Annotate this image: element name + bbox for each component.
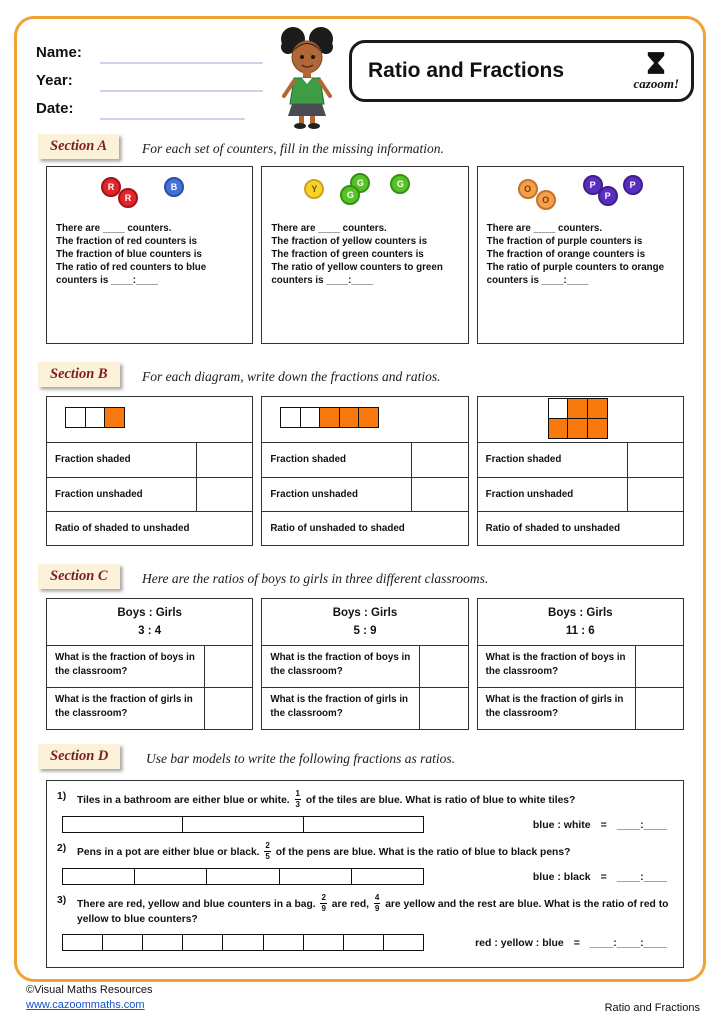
bar-cell [63, 869, 134, 884]
answer-cell [635, 646, 683, 687]
diagram-box-2 [261, 396, 468, 546]
fraction: $\frac{1}{3}$ [295, 789, 300, 809]
problem-text: There are red, yellow and blue counters in a bag. $\frac{2}{9}$ are red, $\frac{4}{9}$ are yellow and the rest are blue. What is the ratio of red to yellow to blue counters? [77, 893, 669, 925]
cazoom-logo-text: cazoom! [633, 75, 679, 91]
ratio-header [47, 599, 252, 645]
section-c-label: Section C [38, 564, 120, 589]
fraction-prompt-green: The fraction of green counters is [271, 248, 424, 260]
section-a-instruction: For each set of counters, fill in the missing information. [142, 141, 444, 156]
question-row [262, 687, 467, 729]
date-line [100, 118, 245, 120]
row-label: Fraction shaded [55, 454, 131, 466]
section-d-label: Section D [38, 744, 120, 769]
answer-blank: ____:____ [616, 870, 667, 883]
name-label: Name: [36, 44, 82, 61]
footer-website-link[interactable]: www.cazoommaths.com [26, 999, 145, 1011]
question-text: What is the fraction of girls in the classroom? [55, 694, 193, 719]
bar-diagram [47, 397, 252, 442]
cazoom-logo-icon [646, 51, 666, 75]
title-box [349, 40, 694, 102]
section-b-label: Section B [38, 362, 120, 387]
answer-cell [411, 443, 467, 477]
answer-cell [411, 478, 467, 512]
answer-cell [196, 443, 252, 477]
grid-diagram [478, 397, 683, 442]
diagram-cell-unshaded [85, 407, 106, 428]
footer-copyright: ©Visual Maths Resources [26, 984, 153, 996]
section-c-boxes [46, 598, 684, 730]
page-title: Ratio and Fractions [368, 59, 565, 82]
ratio-header-title: Boys : Girls [117, 607, 182, 619]
count-prompt: There are ____ counters. [486, 223, 603, 234]
counter-box-1 [46, 166, 253, 344]
table-row [262, 511, 467, 546]
problem-3 [57, 894, 673, 951]
name-line [100, 62, 263, 64]
question-row [47, 645, 252, 687]
ratio-value: 11 : 6 [565, 624, 595, 637]
diagram-cell-shaded [358, 407, 379, 428]
question-row [262, 645, 467, 687]
bar-cell [383, 935, 423, 950]
answer-cell [419, 688, 467, 729]
diagram-box-3 [477, 396, 684, 546]
orange-counter-icon: O [518, 179, 538, 199]
cartoon-girl-illustration [276, 26, 338, 135]
purple-counter-icon: P [583, 175, 603, 195]
question-text: What is the fraction of boys in the classroom? [55, 652, 195, 677]
answer-blank: ____:____:____ [589, 936, 667, 949]
counter-box-2 [261, 166, 468, 344]
bar-cell [182, 935, 222, 950]
row-label: Fraction shaded [485, 454, 562, 466]
table-row [47, 442, 252, 477]
fraction: $\frac{2}{5}$ [265, 841, 270, 861]
diagram-cell-shaded [587, 398, 608, 419]
answer-cell [635, 688, 683, 729]
count-prompt: There are ____ counters. [56, 223, 172, 234]
row-label: Fraction unshaded [270, 488, 358, 500]
diagram-cell-shaded [587, 418, 608, 439]
green-counter-icon: G [340, 185, 360, 205]
problem-number: 3) [57, 895, 67, 906]
bar-cell [63, 817, 182, 832]
diagram-cell-unshaded [65, 407, 86, 428]
counter-box-3 [477, 166, 684, 344]
section-b-instruction: For each diagram, write down the fractions and ratios. [142, 369, 441, 384]
answer-cell [204, 646, 252, 687]
bar-diagram [262, 397, 467, 442]
bar-cell [263, 935, 303, 950]
bar-cell [303, 935, 343, 950]
problem-number: 1) [57, 791, 67, 802]
counter-box-3-text [487, 223, 674, 288]
section-b-boxes [46, 396, 684, 546]
section-c-instruction: Here are the ratios of boys to girls in three different classrooms. [142, 571, 489, 586]
section-a-label: Section A [38, 134, 119, 159]
ratio-header [478, 599, 683, 645]
answer-cell [196, 478, 252, 512]
diagram-box-1 [46, 396, 253, 546]
answer-line: blue : black = ____:____ [532, 870, 667, 883]
bar-cell [303, 817, 423, 832]
bar-model [62, 816, 424, 833]
blue-counter-icon: B [164, 177, 184, 197]
row-label: Ratio of shaded to unshaded [485, 523, 621, 535]
question-text: What is the fraction of girls in the classroom? [270, 694, 409, 719]
question-text: What is the fraction of girls in the classroom? [485, 694, 624, 719]
purple-counter-icon: P [598, 186, 618, 206]
fraction-prompt-purple: The fraction of purple counters is [486, 235, 643, 247]
green-counter-icon: G [350, 173, 370, 193]
year-label: Year: [36, 72, 73, 89]
count-prompt: There are ____ counters. [271, 223, 387, 234]
question-row [478, 687, 683, 729]
question-row [47, 687, 252, 729]
answer-cell [627, 443, 683, 477]
fraction: $\frac{2}{9}$ [321, 893, 326, 913]
cazoom-logo [634, 51, 692, 92]
problem-1 [57, 790, 673, 833]
ratio-box-1 [46, 598, 253, 730]
answer-line: red : yellow : blue = ____:____:____ [475, 936, 667, 949]
ratio-prompt: The ratio of red counters to blue counters is ____:____ [56, 261, 207, 286]
footer-worksheet-title: Ratio and Fractions [604, 1002, 700, 1014]
year-line [100, 90, 263, 92]
bar-model [62, 868, 424, 885]
row-label: Ratio of unshaded to shaded [270, 523, 405, 535]
purple-counter-icon: P [623, 175, 643, 195]
ratio-box-2 [261, 598, 468, 730]
bar-cell [102, 935, 142, 950]
table-row [47, 477, 252, 512]
question-row [478, 645, 683, 687]
ratio-box-3 [477, 598, 684, 730]
fraction-prompt-orange: The fraction of orange counters is [486, 248, 646, 260]
diagram-cell-shaded [339, 407, 360, 428]
ratio-value: 3 : 4 [138, 624, 162, 637]
table-row [262, 477, 467, 512]
bar-cell [63, 935, 102, 950]
question-text: What is the fraction of boys in the classroom? [485, 652, 626, 677]
bar-cell [142, 935, 182, 950]
row-label: Fraction unshaded [55, 488, 143, 500]
section-d-instruction: Use bar models to write the following fractions as ratios. [146, 751, 456, 766]
bar-cell [182, 817, 302, 832]
diagram-cell-shaded [567, 418, 588, 439]
table-row [478, 477, 683, 512]
bar-cell [222, 935, 262, 950]
counter-box-2-text [271, 223, 458, 288]
bar-model [62, 934, 424, 951]
fraction-prompt-blue: The fraction of blue counters is [56, 248, 202, 260]
yellow-counter-icon: Y [304, 179, 324, 199]
fraction-prompt-yellow: The fraction of yellow counters is [271, 235, 428, 247]
ratio-value: 5 : 9 [353, 624, 377, 637]
problem-2 [57, 842, 673, 885]
problem-number: 2) [57, 843, 67, 854]
bar-cell [343, 935, 383, 950]
question-text: What is the fraction of boys in the classroom? [270, 652, 411, 677]
date-label: Date: [36, 100, 74, 117]
orange-counter-icon: O [536, 190, 556, 210]
ratio-header-title: Boys : Girls [332, 607, 398, 619]
red-counter-icon: R [101, 177, 121, 197]
ratio-prompt: The ratio of purple counters to orange counters is ____:____ [486, 261, 665, 286]
bar-cell [351, 869, 423, 884]
diagram-cell-shaded [548, 418, 569, 439]
answer-blank: ____:____ [616, 818, 667, 831]
diagram-cell-unshaded [548, 398, 569, 419]
problem-text: Pens in a pot are either blue or black. $\frac{2}{5}$ of the pens are blue. What is the ratio of blue to black pens? [77, 841, 571, 861]
ratio-prompt: The ratio of yellow counters to green counters is ____:____ [271, 261, 443, 286]
red-counter-icon: R [118, 188, 138, 208]
row-label: Fraction shaded [270, 454, 346, 466]
answer-cell [204, 688, 252, 729]
bar-cell [206, 869, 278, 884]
section-d-box [46, 780, 684, 968]
table-row [47, 511, 252, 546]
row-label: Fraction unshaded [485, 488, 574, 500]
diagram-cell-shaded [104, 407, 125, 428]
fraction: $\frac{4}{9}$ [374, 893, 380, 913]
ratio-header-title: Boys : Girls [548, 607, 613, 619]
bar-cell [279, 869, 351, 884]
diagram-cell-shaded [319, 407, 340, 428]
table-row [478, 511, 683, 546]
fraction-prompt-red: The fraction of red counters is [56, 235, 197, 247]
bar-cell [134, 869, 206, 884]
ratio-header [262, 599, 467, 645]
answer-line: blue : white = ____:____ [532, 818, 667, 831]
row-label: Ratio of shaded to unshaded [55, 523, 190, 535]
problem-text: Tiles in a bathroom are either blue or white. $\frac{1}{3}$ of the tiles are blue. What is ratio of blue to white tiles? [77, 789, 576, 809]
answer-cell [419, 646, 467, 687]
counter-box-1-text [56, 223, 243, 288]
section-a-boxes [46, 166, 684, 344]
diagram-cell-shaded [567, 398, 588, 419]
diagram-cell-unshaded [300, 407, 321, 428]
green-counter-icon: G [390, 174, 410, 194]
table-row [478, 442, 683, 477]
table-row [262, 442, 467, 477]
diagram-cell-unshaded [280, 407, 301, 428]
answer-cell [627, 478, 683, 512]
